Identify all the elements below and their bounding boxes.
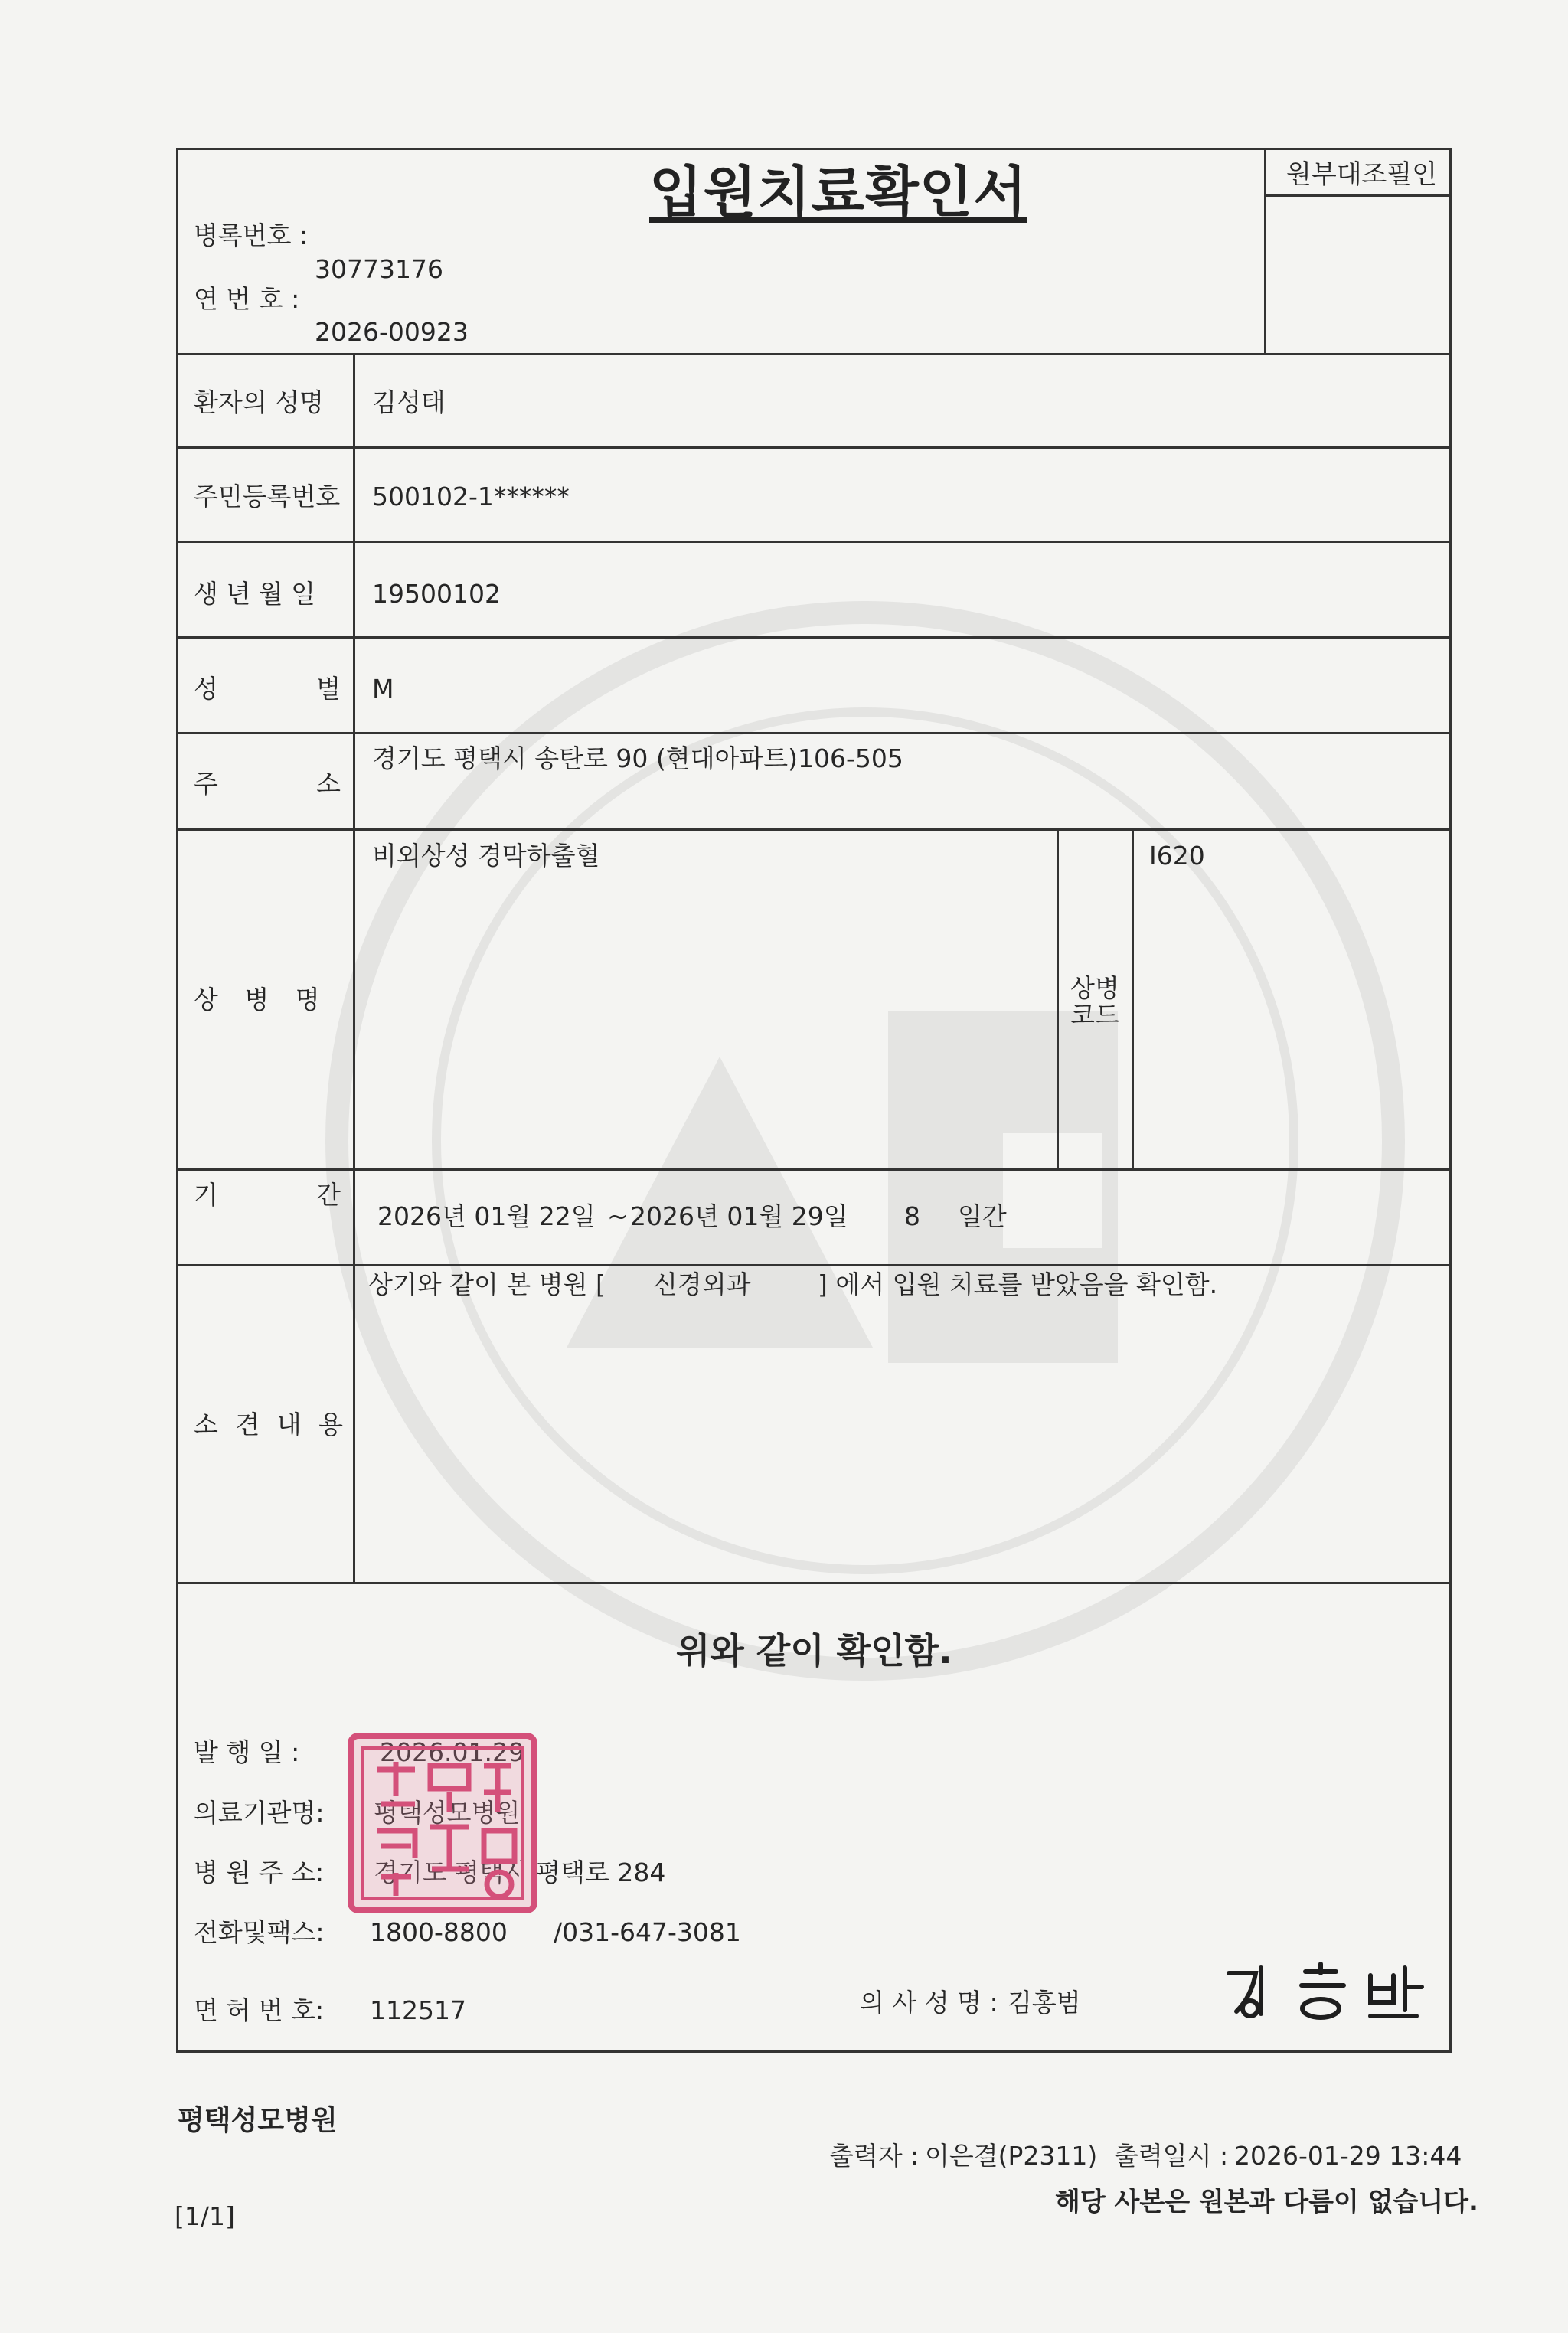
phone-number: 1800-8800	[370, 1917, 508, 1947]
printer-label: 출력자 :	[829, 2141, 920, 2171]
print-time: 2026-01-29 13:44	[1234, 2141, 1462, 2171]
license-label: 면 허 번 호:	[194, 1995, 325, 2025]
printer-name: 이은결(P2311)	[925, 2141, 1098, 2171]
copy-notice: 해당 사본은 원본과 다름이 없습니다.	[1055, 2187, 1478, 2217]
sex-label: 성 별	[194, 674, 341, 704]
serial-no-label: 연 번 호 :	[194, 284, 300, 314]
period-to: 2026년 01월 29일	[630, 1201, 848, 1231]
issue-date: 2026.01.29	[380, 1737, 524, 1767]
period-from: 2026년 01월 22일	[377, 1201, 596, 1231]
diagnosis-label: 상 병 명	[194, 985, 329, 1015]
serial-no: 2026-00923	[315, 317, 469, 347]
diagnosis-code: I620	[1149, 841, 1205, 871]
record-no: 30773176	[315, 254, 443, 284]
period-days-unit: 일간	[958, 1201, 1007, 1231]
institution-name: 평택성모병원	[374, 1798, 521, 1828]
period-tilde: ~	[607, 1201, 629, 1231]
diagnosis-code-label-1: 상병	[1070, 973, 1119, 1003]
phone-label: 전화및팩스:	[194, 1917, 325, 1947]
period-label: 기 간	[194, 1180, 341, 1210]
address-label: 주 소	[194, 769, 341, 799]
institution-label: 의료기관명:	[194, 1798, 325, 1828]
opinion-department: 신경외과	[653, 1269, 751, 1299]
issue-date-label: 발 행 일 :	[194, 1737, 300, 1767]
license-number: 112517	[370, 1995, 466, 2025]
hospital-address-label: 병 원 주 소:	[194, 1858, 325, 1887]
diagnosis-name: 비외상성 경막하출혈	[372, 841, 600, 871]
document-title: 입원치료확인서	[649, 160, 1027, 224]
birth-value: 19500102	[372, 579, 501, 609]
period-days: 8	[904, 1201, 920, 1231]
diagnosis-code-label-2: 코드	[1070, 1000, 1119, 1030]
footer-hospital-name: 평택성모병원	[178, 2105, 338, 2136]
doctor-label: 의 사 성 명 :	[860, 1988, 998, 2018]
opinion-label: 소 견 내 용	[194, 1410, 348, 1439]
page-indicator: [1/1]	[175, 2201, 235, 2231]
rrn-label: 주민등록번호	[194, 482, 341, 511]
fax-number: /031-647-3081	[554, 1917, 741, 1947]
hospital-seal	[346, 1731, 539, 1915]
address-value: 경기도 평택시 송탄로 90 (현대아파트)106-505	[372, 743, 903, 773]
opinion-text-post: ] 에서 입원 치료를 받았음을 확인함.	[818, 1269, 1218, 1299]
birth-label: 생 년 월 일	[194, 579, 315, 609]
patient-name-label: 환자의 성명	[194, 387, 324, 417]
sex-value: M	[372, 674, 394, 704]
opinion-text-pre: 상기와 같이 본 병원 [	[368, 1269, 606, 1299]
doctor-name: 김홍범	[1008, 1988, 1081, 2018]
stamp-box-label: 원부대조필인	[1286, 159, 1438, 190]
print-time-label: 출력일시 :	[1114, 2141, 1229, 2171]
patient-name: 김성태	[372, 387, 446, 417]
doctor-signature	[1221, 1956, 1443, 2025]
rrn-value: 500102-1******	[372, 482, 570, 511]
record-no-label: 병록번호 :	[194, 221, 309, 250]
confirm-statement: 위와 같이 확인함.	[676, 1630, 952, 1671]
hospital-address: 경기도 평택시 평택로 284	[374, 1858, 666, 1887]
